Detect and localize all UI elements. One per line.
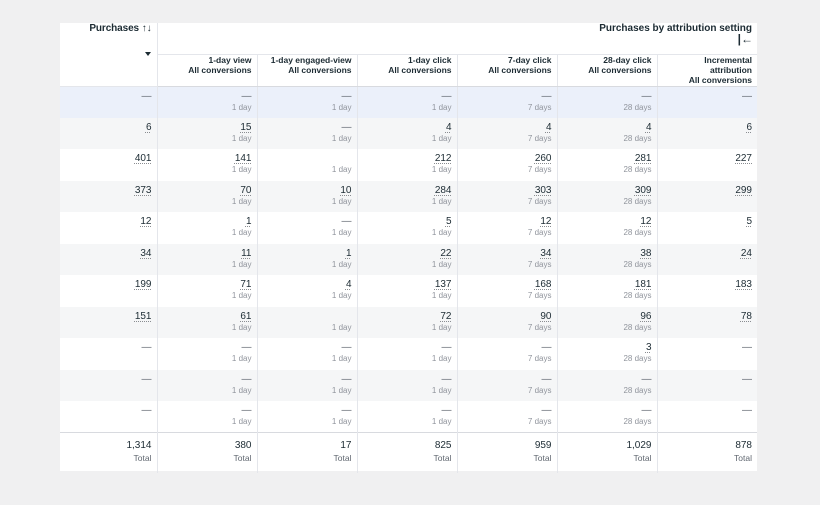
attribution-window-label: 1 day [231, 354, 252, 363]
attribution-window-label: 28 days [623, 259, 652, 269]
attribution-cell [257, 401, 357, 433]
attribution-window-label: 1 day [231, 102, 252, 112]
collapse-left-icon[interactable]: |← [737, 32, 753, 46]
cell-value: — [341, 216, 352, 227]
cell-value: — [541, 405, 552, 416]
attribution-window-label: 1 day [231, 228, 252, 237]
column-header-2[interactable] [257, 54, 357, 86]
cell-value[interactable]: 1 [245, 216, 252, 227]
total-label: Total [133, 453, 152, 463]
table-row[interactable] [60, 338, 757, 370]
attribution-cell [457, 181, 557, 213]
column-header-metric: All conversions [688, 74, 752, 85]
attribution-cell [257, 212, 357, 244]
attribution-cell [157, 149, 257, 181]
attribution-cell [157, 338, 257, 370]
attribution-window-label: 1 day [331, 102, 352, 112]
total-cell [457, 433, 557, 473]
attribution-window-label: 1 day [231, 385, 252, 395]
cell-value[interactable]: 284 [434, 184, 452, 196]
cell-value[interactable]: 181 [634, 279, 652, 290]
attribution-cell [157, 307, 257, 339]
attribution-window-label: 28 days [623, 165, 652, 174]
attribution-window-label: 1 day [431, 354, 452, 363]
attribution-window-label: 28 days [623, 417, 652, 426]
attribution-window-label: 7 days [527, 133, 552, 143]
cell-value[interactable]: 5 [746, 216, 752, 227]
purchases-cell [60, 212, 157, 244]
attribution-window-label: 1 day [231, 417, 252, 426]
purchases-value: 373 [134, 184, 152, 196]
cell-value: — [742, 405, 752, 416]
purchases-cell [60, 307, 157, 339]
total-cell [557, 433, 657, 473]
cell-value[interactable]: 4 [345, 279, 352, 290]
attribution-cell [557, 149, 657, 181]
attribution-cell [657, 307, 757, 339]
attribution-cell [657, 338, 757, 370]
attribution-window-label: 1 day [431, 417, 452, 426]
cell-value[interactable]: 12 [640, 216, 652, 227]
attribution-cell [157, 118, 257, 150]
total-label: Total [533, 453, 552, 463]
total-cell [657, 433, 757, 473]
attribution-cell [357, 370, 457, 402]
table-row[interactable] [60, 181, 757, 213]
cell-value[interactable]: 141 [234, 153, 252, 164]
attribution-window-label: 1 day [431, 291, 452, 300]
column-header-window: 1-day engaged-view [270, 54, 352, 65]
cell-value: — [742, 90, 752, 102]
attribution-window-label: 1 day [431, 102, 452, 112]
attribution-cell [657, 149, 757, 181]
attribution-cell [257, 149, 357, 181]
attribution-cell [557, 401, 657, 433]
attribution-window-label: 1 day [431, 196, 452, 206]
cell-value[interactable]: 4 [545, 121, 552, 133]
attribution-window-label: 28 days [623, 133, 652, 143]
attribution-cell [357, 118, 457, 150]
cell-value[interactable]: 61 [240, 310, 252, 322]
group-header-label: Purchases by attribution setting [599, 23, 752, 34]
table-row[interactable] [60, 244, 757, 276]
cell-value[interactable]: 72 [440, 310, 452, 322]
attribution-cell [157, 212, 257, 244]
purchases-cell [60, 86, 157, 118]
attribution-cell [457, 370, 557, 402]
attribution-window-label: 1 day [331, 165, 352, 174]
attribution-cell [557, 118, 657, 150]
attribution-cell [657, 244, 757, 276]
purchases-cell [60, 370, 157, 402]
total-cell [257, 433, 357, 473]
column-header-window: 1-day click [408, 54, 452, 65]
cell-value: — [341, 342, 352, 353]
column-header-window: 1-day view [208, 54, 252, 65]
table-row[interactable] [60, 149, 757, 181]
attribution-cell [157, 244, 257, 276]
attribution-cell [457, 244, 557, 276]
total-value: 1,314 [126, 440, 152, 451]
cell-value[interactable]: 212 [434, 153, 452, 164]
attribution-window-label: 1 day [231, 196, 252, 206]
attribution-window-label: 1 day [331, 354, 352, 363]
attribution-cell [457, 149, 557, 181]
attribution-cell [257, 338, 357, 370]
column-header-window: 7-day click [508, 54, 552, 65]
attribution-cell [357, 338, 457, 370]
cell-value[interactable]: 96 [640, 310, 652, 322]
column-header-metric: All conversions [488, 64, 552, 75]
cell-value[interactable]: 1 [345, 247, 352, 259]
cell-value: — [241, 405, 252, 416]
attribution-window-label: 1 day [231, 259, 252, 269]
attribution-window-label: 7 days [527, 291, 552, 300]
cell-value: — [441, 342, 452, 353]
attribution-cell [357, 275, 457, 307]
cell-value[interactable]: 38 [640, 247, 652, 259]
column-header-metric: All conversions [188, 64, 252, 75]
attribution-cell [257, 86, 357, 118]
attribution-window-label: 1 day [431, 133, 452, 143]
cell-value[interactable]: 183 [735, 279, 752, 290]
attribution-cell [657, 86, 757, 118]
attribution-window-label: 1 day [331, 385, 352, 395]
attribution-cell [457, 118, 557, 150]
cell-value[interactable]: 22 [440, 247, 452, 259]
attribution-cell [557, 86, 657, 118]
attribution-cell [457, 307, 557, 339]
attribution-cell [557, 307, 657, 339]
attribution-cell [557, 212, 657, 244]
total-value: 380 [234, 440, 252, 451]
attribution-window-label: 1 day [331, 196, 352, 206]
cell-value[interactable]: 168 [534, 279, 552, 290]
attribution-window-label: 1 day [431, 228, 452, 237]
attribution-cell [557, 244, 657, 276]
attribution-cell [557, 275, 657, 307]
attribution-cell [457, 212, 557, 244]
attribution-window-label: 7 days [527, 354, 552, 363]
total-label: Total [233, 453, 252, 463]
cell-value[interactable]: 10 [340, 184, 352, 196]
cell-value[interactable]: 70 [240, 184, 252, 196]
cell-value[interactable]: 3 [645, 342, 652, 353]
total-value: 1,029 [626, 440, 652, 451]
attribution-table-panel [60, 23, 757, 471]
attribution-cell [257, 244, 357, 276]
attribution-window-label: 28 days [623, 291, 652, 300]
attribution-window-label: 1 day [331, 228, 352, 237]
cell-value[interactable]: 71 [240, 279, 252, 290]
column-header-4[interactable] [457, 54, 557, 86]
cell-value: — [441, 373, 452, 385]
column-header-3[interactable] [357, 54, 457, 86]
attribution-cell [157, 181, 257, 213]
total-value: 959 [534, 440, 552, 451]
table-row[interactable] [60, 275, 757, 307]
attribution-window-label: 1 day [431, 259, 452, 269]
cell-value: — [541, 90, 552, 102]
attribution-cell [357, 244, 457, 276]
cell-value[interactable]: 4 [645, 121, 652, 133]
purchases-cell [60, 149, 157, 181]
purchases-cell [60, 401, 157, 433]
attribution-window-label: 1 day [331, 259, 352, 269]
attribution-window-label: 1 day [431, 385, 452, 395]
attribution-cell [257, 181, 357, 213]
purchases-cell [60, 338, 157, 370]
cell-value: — [241, 342, 252, 353]
cell-value: — [241, 90, 252, 102]
cell-value[interactable]: 24 [740, 247, 752, 259]
purchases-value: — [141, 342, 152, 353]
cell-value [263, 153, 352, 165]
attribution-window-label: 28 days [623, 228, 652, 237]
cell-value: — [742, 373, 752, 385]
column-header-1[interactable] [157, 54, 257, 86]
attribution-window-label: 7 days [527, 385, 552, 395]
cell-value[interactable]: 34 [540, 247, 552, 259]
attribution-window-label: 7 days [527, 417, 552, 426]
attribution-window-label: 1 day [331, 322, 352, 332]
attribution-window-label: 7 days [527, 102, 552, 112]
purchases-cell [60, 275, 157, 307]
cell-value: — [441, 405, 452, 416]
column-header-window: Incremental attribution [704, 54, 752, 75]
attribution-window-label: 7 days [527, 259, 552, 269]
attribution-cell [357, 86, 457, 118]
attribution-window-label: 7 days [527, 322, 552, 332]
purchases-value: — [141, 90, 152, 102]
attribution-window-label: 1 day [331, 133, 352, 143]
purchases-cell [60, 181, 157, 213]
cell-value: — [742, 342, 752, 353]
attribution-cell [457, 86, 557, 118]
table-row[interactable] [60, 370, 757, 402]
cell-value[interactable]: 137 [434, 279, 452, 290]
cell-value: — [341, 373, 352, 385]
total-value: 825 [434, 440, 452, 451]
attribution-cell [457, 401, 557, 433]
purchases-value: 12 [140, 216, 152, 227]
dropdown-caret-icon[interactable] [145, 52, 151, 56]
cell-value: — [641, 405, 652, 416]
table-row[interactable] [60, 212, 757, 244]
cell-value[interactable]: 5 [445, 216, 452, 227]
cell-value[interactable]: 303 [534, 184, 552, 196]
column-header-metric: All conversions [288, 64, 352, 75]
attribution-cell [657, 370, 757, 402]
attribution-cell [657, 275, 757, 307]
attribution-window-label: 1 day [431, 322, 452, 332]
purchases-value: — [141, 373, 152, 385]
attribution-cell [657, 212, 757, 244]
purchases-cell [60, 118, 157, 150]
attribution-window-label: 1 day [331, 291, 352, 300]
column-header-5[interactable] [557, 54, 657, 86]
cell-value: — [341, 405, 352, 416]
attribution-window-label: 28 days [623, 196, 652, 206]
attribution-window-label: 7 days [527, 196, 552, 206]
purchases-cell [60, 244, 157, 276]
cell-value: — [641, 373, 652, 385]
cell-value[interactable]: 281 [634, 153, 652, 164]
attribution-cell [157, 275, 257, 307]
attribution-window-label: 1 day [431, 165, 452, 174]
cell-value[interactable]: 90 [540, 310, 552, 322]
attribution-cell [157, 401, 257, 433]
cell-value[interactable]: 15 [240, 121, 252, 133]
purchases-header-label: Purchases ↑↓ [89, 23, 152, 34]
attribution-window-label: 7 days [527, 228, 552, 237]
cell-value: — [541, 373, 552, 385]
attribution-cell [657, 401, 757, 433]
column-header-metric: All conversions [388, 64, 452, 75]
purchases-value: 6 [145, 121, 152, 133]
attribution-window-label: 1 day [231, 291, 252, 300]
cell-value: — [341, 90, 352, 102]
cell-value[interactable]: 260 [534, 153, 552, 164]
cell-value[interactable]: 78 [740, 310, 752, 322]
cell-value[interactable]: 11 [241, 247, 252, 259]
attribution-cell [557, 370, 657, 402]
total-label: Total [734, 453, 752, 463]
cell-value: — [241, 373, 252, 385]
cell-value[interactable]: 4 [445, 121, 452, 133]
attribution-window-label: 7 days [527, 165, 552, 174]
attribution-cell [357, 307, 457, 339]
attribution-cell [157, 370, 257, 402]
attribution-window-label: 1 day [331, 417, 352, 426]
attribution-cell [257, 370, 357, 402]
column-header-6[interactable] [657, 54, 757, 86]
attribution-window-label: 1 day [231, 322, 252, 332]
cell-value: — [641, 90, 652, 102]
attribution-cell [357, 212, 457, 244]
table-row[interactable] [60, 118, 757, 150]
purchases-value: 151 [134, 310, 152, 322]
cell-value[interactable]: 12 [540, 216, 552, 227]
attribution-cell [557, 338, 657, 370]
attribution-group-header [157, 23, 757, 54]
attribution-cell [357, 181, 457, 213]
column-header-window: 28-day click [603, 54, 652, 65]
table-row[interactable] [60, 86, 757, 118]
attribution-window-label: 28 days [623, 102, 652, 112]
purchases-value: 401 [134, 153, 152, 164]
purchases-value: — [141, 405, 152, 416]
attribution-window-label: 28 days [623, 354, 652, 363]
attribution-cell [457, 338, 557, 370]
attribution-window-label: 1 day [231, 165, 252, 174]
attribution-cell [557, 181, 657, 213]
attribution-window-label: 28 days [623, 385, 652, 395]
purchases-sort-header[interactable] [60, 23, 157, 86]
purchases-value: 199 [134, 279, 152, 290]
total-cell [357, 433, 457, 473]
attribution-table [60, 23, 757, 473]
attribution-cell [257, 307, 357, 339]
table-row[interactable] [60, 307, 757, 339]
attribution-cell [657, 181, 757, 213]
attribution-cell [657, 118, 757, 150]
cell-value[interactable]: 6 [746, 121, 752, 133]
attribution-cell [457, 275, 557, 307]
attribution-cell [257, 275, 357, 307]
attribution-cell [257, 118, 357, 150]
total-label: Total [433, 453, 452, 463]
attribution-cell [357, 149, 457, 181]
totals-row [60, 433, 757, 473]
total-purchases-cell [60, 433, 157, 473]
cell-value: — [541, 342, 552, 353]
column-header-metric: All conversions [588, 64, 652, 75]
cell-value [263, 311, 352, 323]
attribution-window-label: 1 day [231, 133, 252, 143]
cell-value: — [441, 90, 452, 102]
attribution-cell [157, 86, 257, 118]
total-cell [157, 433, 257, 473]
purchases-value: 34 [140, 247, 152, 259]
total-value: 878 [735, 440, 752, 451]
total-value: 17 [340, 440, 352, 451]
total-label: Total [633, 453, 652, 463]
attribution-window-label: 28 days [623, 322, 652, 332]
total-label: Total [333, 453, 352, 463]
cell-value[interactable]: 299 [735, 184, 752, 196]
attribution-cell [357, 401, 457, 433]
table-row[interactable] [60, 401, 757, 433]
cell-value[interactable]: 309 [634, 184, 652, 196]
cell-value[interactable]: 227 [735, 153, 752, 164]
cell-value: — [341, 121, 352, 133]
